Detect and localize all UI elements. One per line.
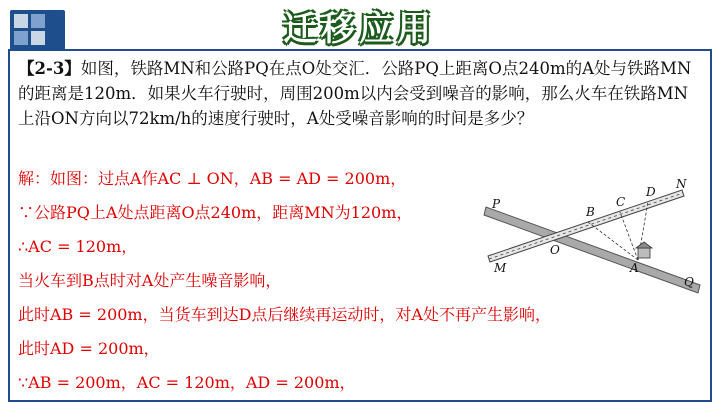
label-c: C: [616, 195, 626, 209]
solution-line-2: ∵公路PQ上A处点距离O点240m，距离MN为120m，: [18, 203, 413, 222]
solution-line-1: 解：如图：过点A作AC ⊥ ON，AB = AD = 200m，: [18, 169, 407, 188]
label-d: D: [646, 185, 656, 199]
solution-line-3: ∴AC = 120m，: [18, 237, 138, 256]
house-icon: [636, 242, 652, 258]
problem-tag: 【2-3】: [18, 59, 81, 78]
solution-line-4: 当火车到B点时对A处产生噪音影响，: [18, 271, 282, 290]
solution-line-5: 此时AB = 200m，当货车到达D点后继续再运动时，对A处不再产生影响，: [18, 305, 551, 324]
solution-line-7: ∵AB = 200m，AC = 120m，AD = 200m，: [18, 373, 356, 392]
solution-line-6: 此时AD = 200m，: [18, 339, 160, 358]
label-n: N: [676, 177, 687, 191]
slide-title: 迁移应用: [283, 8, 435, 49]
geometry-diagram: [478, 172, 710, 300]
corner-logo-icon: [10, 10, 65, 50]
label-m: M: [494, 261, 507, 275]
problem-text: 如图，铁路MN和公路PQ在点O处交汇．公路PQ上距离O点240m的A处与铁路MN的距离是120m．如果火车行驶时，周围200m以内会受到噪音的影响，那么火车在铁路MN上沿ON方向以72km/h的速度行驶时，A处受噪音影响的时间是多少？: [18, 59, 692, 128]
problem-statement: [18, 56, 698, 131]
label-a: A: [630, 261, 639, 275]
label-o: O: [550, 243, 560, 257]
label-q: Q: [684, 275, 694, 289]
label-b: B: [586, 205, 595, 219]
label-p: P: [492, 197, 501, 211]
